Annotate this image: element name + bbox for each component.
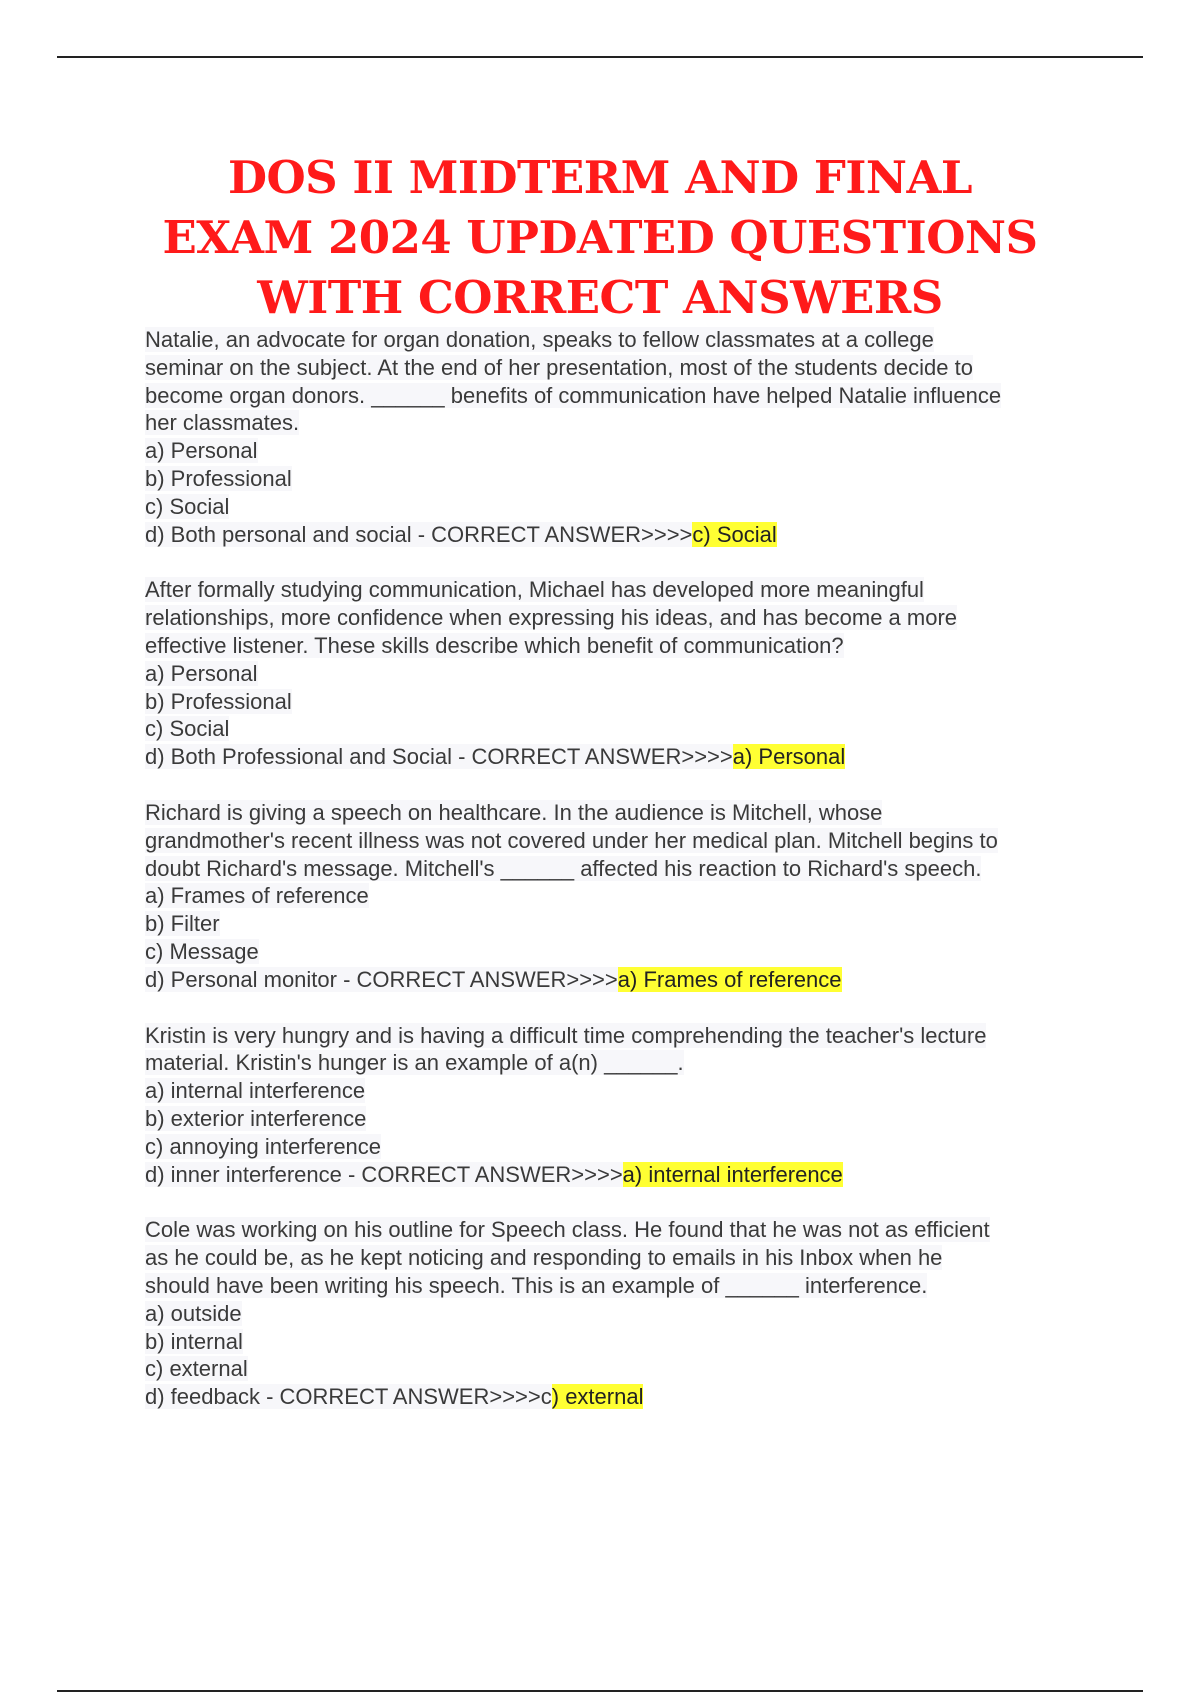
question-stem-line (145, 632, 1085, 660)
question-stem-text: Natalie, an advocate for organ donation, speaks to fellow classmates at a college (145, 327, 934, 352)
question-stem-text: material. Kristin's hunger is an example of a(n) ______. (145, 1050, 684, 1076)
question-stem-text: Richard is giving a speech on healthcare. In the audience is Mitchell, whose (145, 799, 883, 825)
answer-option-text: c) Message (145, 938, 259, 964)
answer-option (145, 437, 1085, 465)
question-stem-text: seminar on the subject. At the end of her presentation, most of the students decide to (145, 354, 973, 380)
question-block (145, 1216, 1085, 1411)
answer-option-last (145, 521, 1085, 549)
question-stem-text: should have been writing his speech. This is an example of ______ interference. (145, 1272, 928, 1298)
answer-option (145, 465, 1085, 493)
question-stem-line (145, 827, 1085, 855)
answer-option-text: a) Personal (145, 660, 258, 686)
answer-option-text: c) Social (145, 716, 230, 742)
question-stem-text: After formally studying communication, Michael has developed more meaningful (145, 577, 924, 603)
title-line: EXAM 2024 UPDATED QUESTIONS (162, 211, 1038, 264)
question-stem-text: grandmother's recent illness was not covered under her medical plan. Mitchell begins to (145, 827, 998, 853)
question-list (145, 326, 1085, 1439)
answer-option-text: d) Both personal and social - CORRECT ANSWER>>>> (145, 521, 693, 547)
question-stem-line (145, 1049, 1085, 1077)
answer-option (145, 1300, 1085, 1328)
question-stem-line (145, 1244, 1085, 1272)
question-stem-text: Kristin is very hungry and is having a difficult time comprehending the teacher's lecture (145, 1022, 987, 1048)
answer-option-text: a) Frames of reference (145, 883, 369, 909)
correct-answer-highlight: a) internal interference (622, 1161, 843, 1187)
answer-option-text: a) Personal (145, 438, 258, 464)
question-block (145, 1022, 1085, 1189)
question-stem-line (145, 799, 1085, 827)
answer-option-last (145, 1383, 1085, 1411)
answer-option (145, 493, 1085, 521)
answer-option-text: d) Both Professional and Social - CORRECT ANSWER>>>> (145, 744, 733, 770)
answer-option-text: c) external (145, 1356, 248, 1382)
question-stem-line (145, 855, 1085, 883)
answer-option (145, 938, 1085, 966)
answer-option-last (145, 1161, 1085, 1189)
answer-option (145, 715, 1085, 743)
question-block (145, 799, 1085, 994)
question-stem-line (145, 409, 1085, 437)
question-stem-text: effective listener. These skills describe which benefit of communication? (145, 632, 844, 658)
answer-option-text: d) Personal monitor - CORRECT ANSWER>>>> (145, 966, 618, 992)
question-stem-line (145, 1216, 1085, 1244)
document-title (120, 148, 1080, 328)
answer-option-text: c) Social (145, 493, 230, 519)
answer-option-text: b) Professional (145, 688, 292, 714)
answer-option-text: d) inner interference - CORRECT ANSWER>>>> (145, 1161, 623, 1187)
answer-option (145, 660, 1085, 688)
question-block (145, 576, 1085, 771)
question-stem-line (145, 576, 1085, 604)
answer-option-text: b) exterior interference (145, 1105, 367, 1131)
correct-answer-highlight: ) external (551, 1384, 644, 1410)
question-stem-line (145, 354, 1085, 382)
question-stem-line (145, 382, 1085, 410)
question-stem-text: as he could be, as he kept noticing and responding to emails in his Inbox when he (145, 1245, 943, 1271)
correct-answer-highlight: a) Frames of reference (617, 966, 842, 992)
answer-option (145, 688, 1085, 716)
correct-answer-highlight: a) Personal (732, 744, 846, 770)
answer-option-last (145, 966, 1085, 994)
question-stem-text: become organ donors. ______ benefits of communication have helped Natalie influence (145, 382, 1002, 408)
answer-option-last (145, 743, 1085, 771)
answer-option-text: b) internal (145, 1328, 243, 1354)
answer-option (145, 1077, 1085, 1105)
question-stem-text: Cole was working on his outline for Speech class. He found that he was not as efficient (145, 1217, 990, 1243)
top-rule (57, 56, 1143, 58)
answer-option (145, 910, 1085, 938)
title-line: WITH CORRECT ANSWERS (257, 271, 943, 324)
question-stem-text: her classmates. (145, 410, 300, 436)
answer-option-text: a) internal interference (145, 1078, 366, 1104)
question-stem-line (145, 1022, 1085, 1050)
answer-option (145, 1105, 1085, 1133)
question-stem-text: relationships, more confidence when expressing his ideas, and has become a more (145, 605, 958, 631)
bottom-rule (57, 1690, 1143, 1692)
question-stem-line (145, 1272, 1085, 1300)
question-block (145, 326, 1085, 548)
title-line: DOS II MIDTERM AND FINAL (227, 151, 973, 204)
answer-option-text: b) Professional (145, 465, 292, 491)
answer-option-text: c) annoying interference (145, 1133, 382, 1159)
answer-option-text: a) outside (145, 1300, 242, 1326)
correct-answer-highlight: c) Social (692, 521, 777, 547)
answer-option (145, 1133, 1085, 1161)
question-stem-line (145, 604, 1085, 632)
question-stem-text: doubt Richard's message. Mitchell's ______ affected his reaction to Richard's speech. (145, 855, 982, 881)
answer-option-text: b) Filter (145, 911, 220, 937)
answer-option-text: d) feedback - CORRECT ANSWER>>>>c (145, 1384, 552, 1410)
answer-option (145, 1328, 1085, 1356)
answer-option (145, 1355, 1085, 1383)
question-stem-line (145, 326, 1085, 354)
answer-option (145, 882, 1085, 910)
